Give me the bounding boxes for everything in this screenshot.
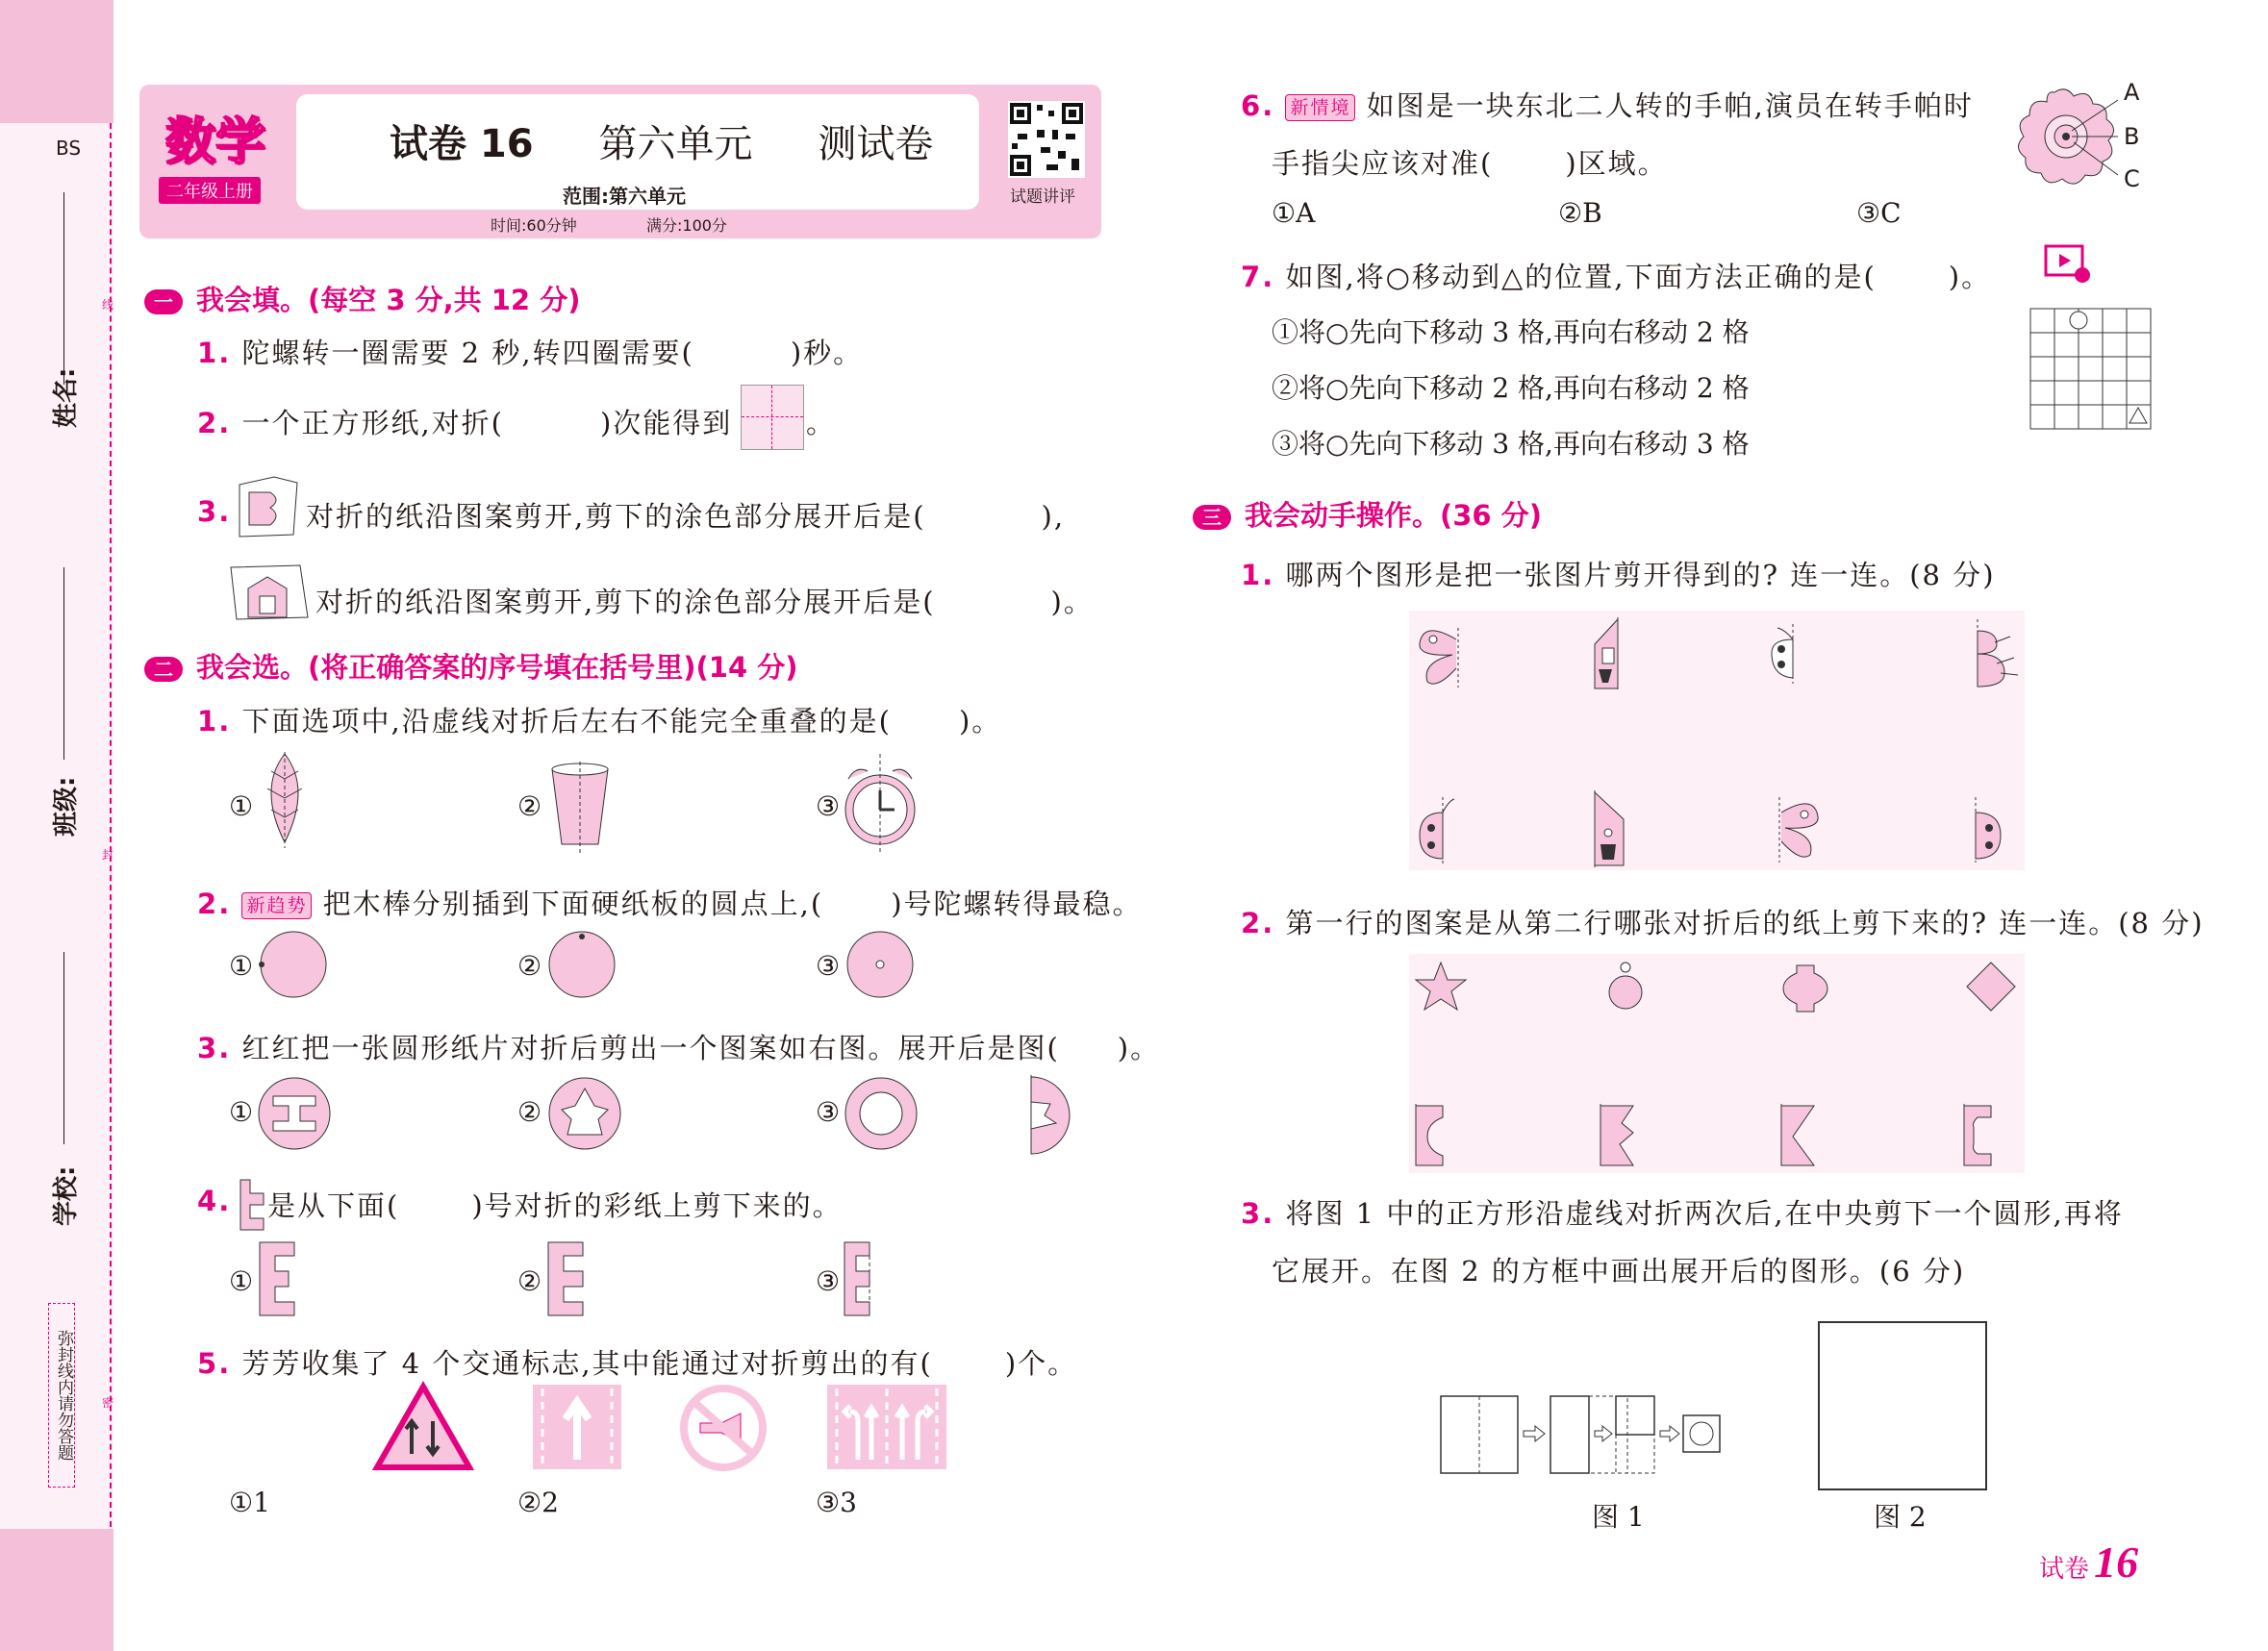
s2q3-opt3-mark[interactable]: ③ (816, 1096, 841, 1128)
fig2-caption: 图 2 (1874, 1501, 1927, 1533)
circle-knob-shape[interactable] (1606, 960, 1645, 1017)
unit-name: 第六单元 (598, 122, 753, 166)
star-shape[interactable] (1414, 960, 1468, 1017)
paper-title (390, 113, 933, 168)
label-c: C (2124, 165, 2140, 192)
footer-label: 试卷 (2039, 1555, 2090, 1584)
cross-shape-figure (227, 1178, 269, 1236)
cup-figure (546, 760, 614, 860)
s2-q1: 1. 下面选项中,沿虚线对折后左右不能完全重叠的是( )。 (197, 705, 1002, 738)
s2q6-option-c[interactable]: ③C (1856, 197, 1902, 229)
s1-q1: 1. 陀螺转一圈需要 2 秒,转四圈需要( )秒。 (197, 337, 864, 369)
mark-line: 线 (102, 298, 114, 312)
disc-figure-3 (844, 929, 916, 1004)
s2q1-opt2-mark[interactable]: ② (517, 790, 542, 822)
s3-q3-line2: 它展开。在图 2 的方框中画出展开后的图形。(6 分) (1272, 1255, 1966, 1288)
butterfly-half-left[interactable] (1414, 620, 1472, 697)
answer-box-fig2[interactable] (1818, 1321, 1987, 1490)
sign-no-horn (679, 1385, 768, 1475)
ladybug-half-right-2[interactable] (1968, 793, 2022, 870)
class-label: 班级: (52, 776, 81, 837)
video-icon[interactable] (2044, 242, 2092, 288)
paper-no: 试卷 16 (390, 122, 534, 166)
page-footer (2039, 1537, 2138, 1588)
ladybug-half-right[interactable] (1766, 620, 1820, 691)
fold-line (110, 123, 112, 1527)
mark-secret: 密 (102, 1396, 114, 1410)
name-label: 姓名: (52, 367, 81, 428)
edition-label: BS (56, 137, 82, 160)
s2q4-opt2-mark[interactable]: ② (517, 1265, 542, 1297)
folded-e-figure-1 (256, 1240, 298, 1321)
folded-paper-4[interactable] (1962, 1104, 1995, 1171)
leaf-figure (256, 750, 314, 854)
s3-q3: 3. 将图 1 中的正方形沿虚线对折两次后,在中央剪下一个圆形,再将 (1241, 1197, 2124, 1230)
s1-q3-line1: 对折的纸沿图案剪开,剪下的涂色部分展开后是( ), (306, 500, 1066, 533)
section3-heading (1193, 494, 1542, 534)
class-line[interactable] (63, 567, 64, 760)
fold-steps-figure (1439, 1394, 1785, 1485)
sign-straight-arrow (531, 1383, 623, 1475)
section3-title: 我会动手操作。(36 分) (1245, 499, 1542, 532)
subject-title: 数学 (165, 113, 266, 171)
s2-q2: 2. 新趋势 把木棒分别插到下面硬纸板的圆点上,( )号陀螺转得最稳。 (197, 888, 1143, 920)
new-trend-tag: 新趋势 (241, 892, 312, 919)
grade-badge: 二年级上册 (159, 177, 261, 204)
s2-q6-line2: 手指尖应该对准( )区域。 (1272, 147, 1668, 180)
sign-lanes (825, 1383, 948, 1475)
fig1-caption: 图 1 (1592, 1501, 1645, 1533)
folded-paper-3[interactable] (1779, 1104, 1818, 1171)
s2-q5: 5. 芳芳收集了 4 个交通标志,其中能通过对折剪出的有( )个。 (197, 1347, 1078, 1380)
school-line[interactable] (63, 952, 64, 1144)
s3-q2: 2. 第一行的图案是从第二行哪张对折后的纸上剪下来的? 连一连。(8 分) (1241, 907, 2205, 939)
s2q1-opt3-mark[interactable]: ③ (816, 790, 841, 822)
ladybug-half-left[interactable] (1414, 793, 1468, 872)
s2q4-opt1-mark[interactable]: ① (229, 1265, 254, 1297)
matching-panel-2 (1409, 954, 2025, 1173)
s2-q7: 7. 如图,将○移动到△的位置,下面方法正确的是( )。 (1241, 261, 1992, 293)
handkerchief-figure (2010, 83, 2135, 202)
folded-paper-house-figure (227, 560, 310, 627)
s2q6-option-a[interactable]: ①A (1272, 197, 1316, 229)
s2q7-option-2[interactable]: ②将○先向下移动 2 格,再向右移动 2 格 (1272, 372, 1750, 404)
s2q2-opt3-mark[interactable]: ③ (816, 950, 841, 982)
name-line[interactable] (63, 192, 64, 385)
s2-q4-text: 是从下面( )号对折的彩纸上剪下来的。 (267, 1189, 843, 1222)
label-b: B (2124, 123, 2140, 150)
circle-ring-figure (843, 1075, 920, 1156)
s2q5-option-3[interactable]: ③3 (816, 1487, 857, 1518)
paper-type: 测试卷 (818, 122, 934, 166)
half-circle-cut-figure (1027, 1075, 1085, 1160)
s2q3-opt1-mark[interactable]: ① (229, 1096, 254, 1128)
s2q7-option-1[interactable]: ①将○先向下移动 3 格,再向右移动 2 格 (1272, 316, 1750, 348)
s2q3-opt2-mark[interactable]: ② (517, 1096, 542, 1128)
folded-e-figure-3 (841, 1240, 875, 1321)
folded-paper-2[interactable] (1599, 1104, 1637, 1171)
s1-q3: 3. (197, 495, 232, 528)
mark-seal: 封 (102, 848, 114, 862)
lantern-shape[interactable] (1781, 960, 1829, 1017)
s1-q2-end: 。 (806, 407, 837, 439)
s3-q1: 1. 哪两个图形是把一张图片剪开得到的? 连一连。(8 分) (1241, 559, 1996, 591)
s2q2-opt1-mark[interactable]: ① (229, 950, 254, 982)
s2-q6: 6. 新情境 如图是一块东北二人转的手帕,演员在转手帕时 (1241, 89, 1974, 122)
school-label: 学校: (52, 1165, 81, 1226)
notice-box: 弥封线内请勿答题 (48, 1303, 75, 1488)
disc-figure-1 (258, 929, 329, 1004)
qr-code[interactable] (1008, 101, 1085, 178)
s2q4-opt3-mark[interactable]: ③ (816, 1265, 841, 1297)
section2-title: 我会选。(将正确答案的序号填在括号里)(14 分) (196, 651, 798, 684)
butterfly-half-right[interactable] (1770, 793, 1827, 870)
s2q1-opt1-mark[interactable]: ① (229, 790, 254, 822)
sidebar-top-band (0, 0, 113, 123)
s2q7-option-3[interactable]: ③将○先向下移动 3 格,再向右移动 3 格 (1272, 428, 1750, 460)
s1-q2: 2. 一个正方形纸,对折( )次能得到 (197, 407, 733, 439)
s2q6-option-b[interactable]: ②B (1558, 197, 1602, 229)
section2-number: 二 (144, 657, 183, 682)
house-half-right[interactable] (1589, 788, 1633, 873)
time-text: 时间:60分钟 (491, 216, 577, 235)
bug-half-right[interactable] (1972, 615, 2026, 696)
disc-figure-2 (546, 929, 617, 1004)
folded-paper-1[interactable] (1414, 1104, 1447, 1171)
house-half-figure[interactable] (1589, 615, 1633, 696)
s2-q3: 3. 红红把一张圆形纸片对折后剪出一个图案如右图。展开后是图( )。 (197, 1032, 1161, 1064)
folded-e-figure-2 (544, 1240, 587, 1321)
section1-heading (144, 279, 580, 318)
folded-square-figure (741, 385, 804, 450)
s2q5-option-1[interactable]: ①1 (229, 1487, 270, 1518)
sidebar-bottom-band (0, 1529, 113, 1651)
folded-paper-b-figure (236, 473, 301, 544)
matching-panel-1 (1409, 611, 2025, 870)
section3-number: 三 (1193, 505, 1231, 530)
page-number: 16 (2094, 1538, 2139, 1587)
section2-heading (144, 646, 797, 686)
diamond-shape[interactable] (1964, 960, 2018, 1017)
full-score-text: 满分:100分 (646, 216, 727, 235)
s2-q4: 4. (197, 1185, 232, 1217)
s1-q3-line2: 对折的纸沿图案剪开,剪下的涂色部分展开后是( )。 (315, 586, 1094, 618)
label-a: A (2124, 79, 2140, 106)
range-text: 范围:第六单元 (563, 185, 686, 208)
section1-title: 我会填。(每空 3 分,共 12 分) (196, 284, 581, 316)
s2q5-option-2[interactable]: ②2 (517, 1487, 559, 1518)
grid-figure (2029, 308, 2153, 437)
circle-h-figure (256, 1075, 333, 1156)
new-scenario-tag: 新情境 (1285, 94, 1355, 121)
circle-star-figure (546, 1075, 623, 1156)
section1-number: 一 (144, 289, 183, 314)
qr-caption: 试题讲评 (1010, 188, 1075, 207)
alarm-clock-figure (839, 750, 921, 860)
sign-triangle-arrows (373, 1383, 473, 1475)
s2q2-opt2-mark[interactable]: ② (517, 950, 542, 982)
